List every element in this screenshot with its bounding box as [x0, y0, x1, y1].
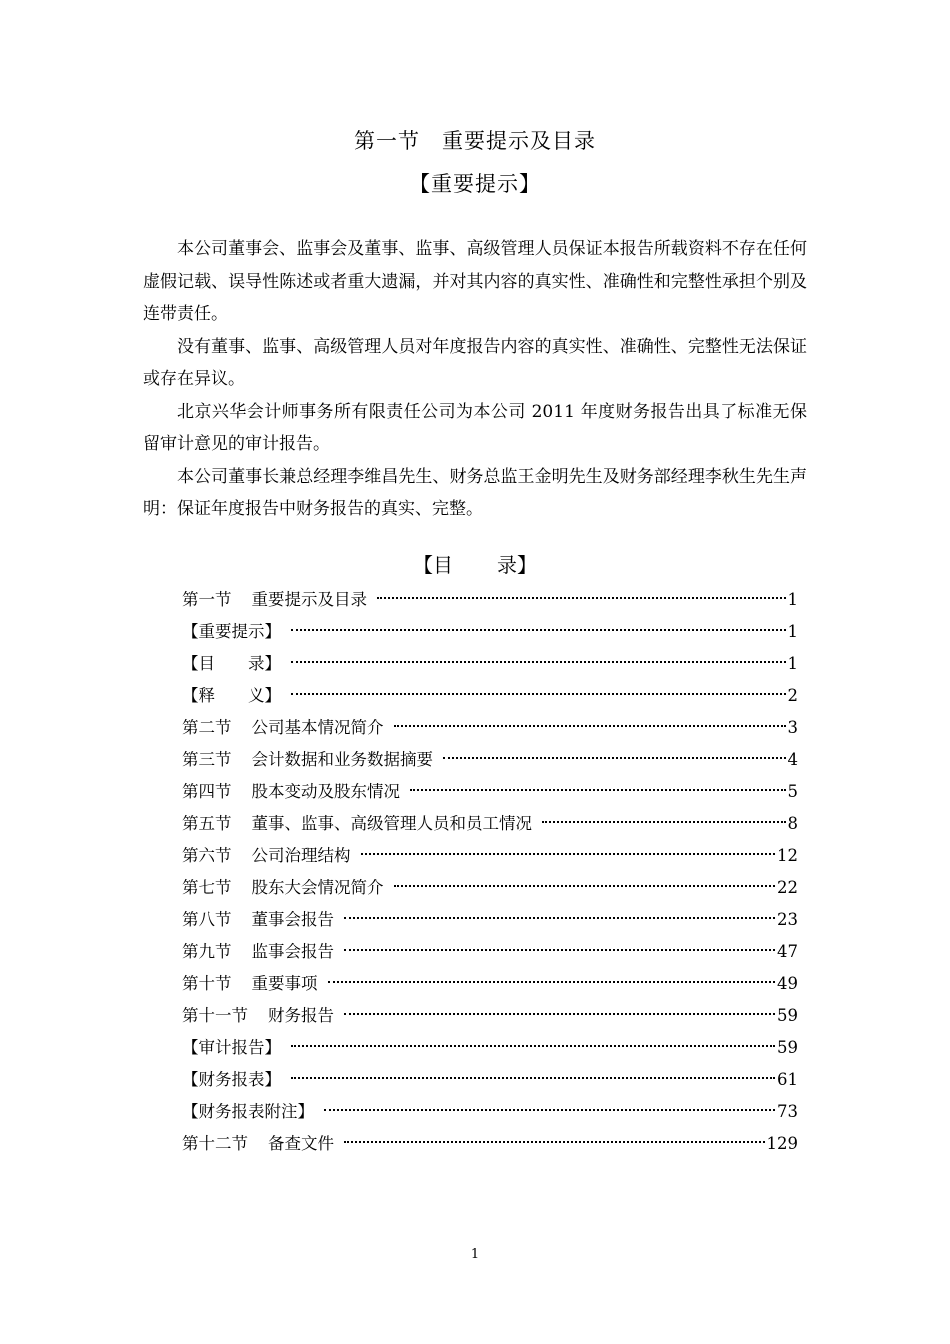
toc-entry-label [182, 776, 400, 808]
toc-entry-label [182, 808, 532, 840]
toc-entry[interactable] [182, 744, 798, 776]
toc-entry-number: 【财务报表】 [182, 1070, 281, 1089]
toc-entry-number: 第七节 [182, 878, 232, 897]
toc-entry-page: 1 [787, 622, 798, 641]
toc-dot-leader [443, 757, 786, 759]
toc-entry-title: 会计数据和业务数据摘要 [251, 750, 433, 769]
toc-dot-leader [291, 1077, 775, 1079]
toc-entry-number: 【审计报告】 [182, 1038, 281, 1057]
section-number: 第一节 [354, 129, 420, 153]
toc-entry-label [182, 1128, 334, 1160]
notice-body [143, 233, 807, 526]
toc-dot-leader [542, 821, 786, 823]
toc-entry-label [182, 744, 433, 776]
notice-paragraph: 本公司董事会、监事会及董事、监事、高级管理人员保证本报告所载资料不存在任何虚假记载、误导性陈述或者重大遗漏，并对其内容的真实性、准确性和完整性承担个别及连带责任。 [143, 239, 807, 324]
toc-entry[interactable] [182, 904, 798, 936]
toc-entry-label [182, 1000, 334, 1032]
toc-entry-title: 备查文件 [268, 1134, 334, 1153]
toc-entry-label [182, 712, 384, 744]
toc-entry-label [182, 936, 334, 968]
toc-entry-number: 【重要提示】 [182, 622, 281, 641]
toc-entry-page: 2 [787, 686, 798, 705]
toc-entry-title: 董事、监事、高级管理人员和员工情况 [251, 814, 532, 833]
toc-entry[interactable] [182, 808, 798, 840]
toc-entry-page: 59 [777, 1006, 798, 1025]
toc-entry-number: 第三节 [182, 750, 232, 769]
toc-dot-leader [324, 1109, 775, 1111]
toc-entry-title: 公司基本情况简介 [251, 718, 384, 737]
toc-title [0, 551, 950, 579]
toc-entry-label [182, 648, 281, 680]
toc-entry-title: 公司治理结构 [251, 846, 351, 865]
toc-entry-number: 第一节 [182, 590, 232, 609]
toc-entry-page: 12 [777, 846, 798, 865]
toc-entry-number: 第八节 [182, 910, 232, 929]
toc-entry[interactable] [182, 840, 798, 872]
toc-entry-label [182, 1032, 281, 1064]
toc-entry-number: 第九节 [182, 942, 232, 961]
page-number: 1 [470, 1247, 480, 1262]
toc-entry-title: 董事会报告 [251, 910, 334, 929]
toc-entry[interactable] [182, 872, 798, 904]
toc-dot-leader [394, 725, 786, 727]
toc-entry-page: 59 [777, 1038, 798, 1057]
toc-entry-page: 3 [787, 718, 798, 737]
toc-entry-title: 监事会报告 [251, 942, 334, 961]
toc-entry-number: 第十二节 [182, 1134, 248, 1153]
toc-dot-leader [328, 981, 776, 983]
toc-entry-page: 1 [787, 590, 798, 609]
toc-entry-page: 23 [777, 910, 798, 929]
toc-entry[interactable] [182, 680, 798, 712]
toc-dot-leader [344, 1013, 775, 1015]
toc-entry-page: 49 [777, 974, 798, 993]
toc-dot-leader [291, 661, 786, 663]
toc-entry-page: 22 [777, 878, 798, 897]
toc-entry[interactable] [182, 1096, 798, 1128]
toc-dot-leader [344, 949, 775, 951]
toc-entry-page: 61 [777, 1070, 798, 1089]
toc-entry-page: 8 [787, 814, 798, 833]
toc-entry-title: 股本变动及股东情况 [251, 782, 400, 801]
toc-entry-number: 第十节 [182, 974, 232, 993]
toc-entry-label [182, 616, 281, 648]
toc-entry-label [182, 872, 384, 904]
toc-entry[interactable] [182, 1064, 798, 1096]
toc-entry-page: 73 [777, 1102, 798, 1121]
toc-entry-label [182, 1096, 314, 1128]
notice-heading: 【重要提示】 [409, 172, 541, 196]
toc-entry-page: 1 [787, 654, 798, 673]
toc-entry[interactable] [182, 712, 798, 744]
toc-dot-leader [344, 917, 775, 919]
toc-entry-label [182, 680, 281, 712]
toc-entry-number: 【释 义】 [182, 686, 281, 705]
toc-entry-label [182, 1064, 281, 1096]
toc-entry-title: 重要提示及目录 [251, 590, 367, 609]
toc-entry-label [182, 584, 367, 616]
table-of-contents [182, 584, 798, 1160]
toc-entry[interactable] [182, 936, 798, 968]
toc-entry[interactable] [182, 584, 798, 616]
toc-dot-leader [394, 885, 776, 887]
toc-entry[interactable] [182, 968, 798, 1000]
toc-entry-number: 第二节 [182, 718, 232, 737]
toc-dot-leader [344, 1141, 765, 1143]
notice-paragraph: 没有董事、监事、高级管理人员对年度报告内容的真实性、准确性、完整性无法保证或存在异议。 [143, 336, 807, 389]
toc-entry-number: 第五节 [182, 814, 232, 833]
toc-entry-number: 第六节 [182, 846, 232, 865]
toc-entry-title: 财务报告 [268, 1006, 334, 1025]
toc-dot-leader [410, 789, 786, 791]
section-title [0, 127, 950, 155]
toc-entry-page: 129 [766, 1134, 798, 1153]
toc-entry[interactable] [182, 616, 798, 648]
notice-paragraph: 本公司董事长兼总经理李维昌先生、财务总监王金明先生及财务部经理李秋生先生声明：保证年度报告中财务报告的真实、完整。 [143, 466, 807, 519]
notice-paragraph: 北京兴华会计师事务所有限责任公司为本公司 2011 年度财务报告出具了标准无保留审计意见的审计报告。 [143, 401, 807, 454]
toc-entry-number: 第四节 [182, 782, 232, 801]
toc-dot-leader [377, 597, 786, 599]
toc-entry-label [182, 904, 334, 936]
toc-entry-number: 第十一节 [182, 1006, 248, 1025]
toc-entry-number: 【财务报表附注】 [182, 1102, 314, 1121]
toc-entry[interactable] [182, 1000, 798, 1032]
toc-entry[interactable] [182, 776, 798, 808]
toc-entry-title: 股东大会情况简介 [251, 878, 384, 897]
toc-entry-title: 重要事项 [251, 974, 318, 993]
toc-entry-page: 4 [787, 750, 798, 769]
toc-title-right: 录】 [497, 553, 537, 577]
toc-entry-page: 47 [777, 942, 798, 961]
toc-entry-label [182, 840, 351, 872]
toc-dot-leader [291, 693, 786, 695]
toc-entry-label [182, 968, 318, 1000]
toc-dot-leader [361, 853, 776, 855]
toc-entry[interactable] [182, 648, 798, 680]
section-name: 重要提示及目录 [442, 129, 596, 153]
toc-dot-leader [291, 1045, 775, 1047]
toc-entry-number: 【目 录】 [182, 654, 281, 673]
toc-entry[interactable] [182, 1128, 798, 1160]
toc-entry-page: 5 [787, 782, 798, 801]
toc-title-left: 【目 [413, 553, 453, 577]
toc-entry[interactable] [182, 1032, 798, 1064]
toc-dot-leader [291, 629, 786, 631]
